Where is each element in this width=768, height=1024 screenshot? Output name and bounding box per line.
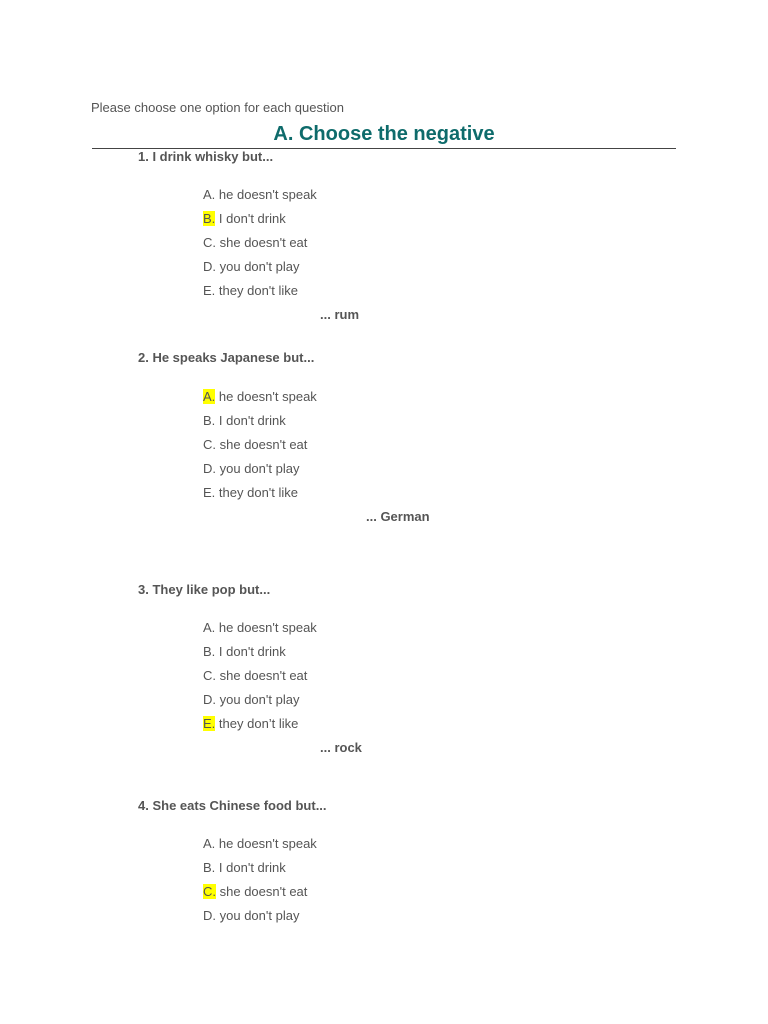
question-text: 2. He speaks Japanese but... xyxy=(138,350,315,365)
option-letter: C. xyxy=(203,668,216,683)
option-d[interactable] xyxy=(203,692,299,707)
option-text: I don't drink xyxy=(218,413,286,428)
option-text: they don't like xyxy=(218,283,299,298)
option-e[interactable] xyxy=(203,283,298,298)
option-letter: E. xyxy=(203,716,216,731)
option-text: he doesn't speak xyxy=(218,389,317,404)
question-text: 4. She eats Chinese food but... xyxy=(138,798,327,813)
section-title: A. Choose the negative xyxy=(273,123,495,145)
option-letter: B. xyxy=(203,211,216,226)
option-text: he doesn't speak xyxy=(218,187,317,202)
option-c[interactable] xyxy=(203,884,307,899)
option-a[interactable] xyxy=(203,620,317,635)
option-letter: A. xyxy=(203,836,216,851)
option-text: he doesn't speak xyxy=(218,620,317,635)
option-text: she doesn't eat xyxy=(219,884,308,899)
option-d[interactable] xyxy=(203,259,299,274)
option-letter: A. xyxy=(203,620,216,635)
option-text: she doesn't eat xyxy=(219,668,308,683)
option-letter: B. xyxy=(203,860,216,875)
option-letter: D. xyxy=(203,259,216,274)
option-c[interactable] xyxy=(203,437,307,452)
option-letter: E. xyxy=(203,485,216,500)
option-letter: B. xyxy=(203,413,216,428)
option-c[interactable] xyxy=(203,668,307,683)
option-e[interactable] xyxy=(203,485,298,500)
option-letter: D. xyxy=(203,461,216,476)
question-suffix: ... German xyxy=(366,509,430,524)
option-d[interactable] xyxy=(203,461,299,476)
option-text: I don't drink xyxy=(218,211,286,226)
option-d[interactable] xyxy=(203,908,299,923)
option-text: I don't drink xyxy=(218,644,286,659)
option-letter: D. xyxy=(203,692,216,707)
option-text: he doesn't speak xyxy=(218,836,317,851)
question-suffix: ... rock xyxy=(320,740,362,755)
question-text: 3. They like pop but... xyxy=(138,582,271,597)
option-text: you don't play xyxy=(219,908,300,923)
instructions-text: Please choose one option for each question xyxy=(91,100,344,115)
option-b[interactable] xyxy=(203,413,286,428)
option-text: you don't play xyxy=(219,259,300,274)
option-letter: D. xyxy=(203,908,216,923)
option-text: she doesn't eat xyxy=(219,235,308,250)
option-text: they don’t like xyxy=(218,716,299,731)
option-c[interactable] xyxy=(203,235,307,250)
option-letter: C. xyxy=(203,235,216,250)
option-b[interactable] xyxy=(203,860,286,875)
option-text: they don't like xyxy=(218,485,299,500)
option-a[interactable] xyxy=(203,389,317,404)
option-b[interactable] xyxy=(203,211,286,226)
option-letter: E. xyxy=(203,283,216,298)
option-b[interactable] xyxy=(203,644,286,659)
option-text: she doesn't eat xyxy=(219,437,308,452)
option-a[interactable] xyxy=(203,187,317,202)
option-e[interactable] xyxy=(203,716,298,731)
question-text: 1. I drink whisky but... xyxy=(138,149,274,164)
option-letter: A. xyxy=(203,389,216,404)
option-letter: B. xyxy=(203,644,216,659)
option-letter: C. xyxy=(203,437,216,452)
option-text: you don't play xyxy=(219,461,300,476)
option-letter: A. xyxy=(203,187,216,202)
option-text: I don't drink xyxy=(218,860,286,875)
option-letter: C. xyxy=(203,884,216,899)
option-text: you don't play xyxy=(219,692,300,707)
option-a[interactable] xyxy=(203,836,317,851)
question-suffix: ... rum xyxy=(320,307,360,322)
